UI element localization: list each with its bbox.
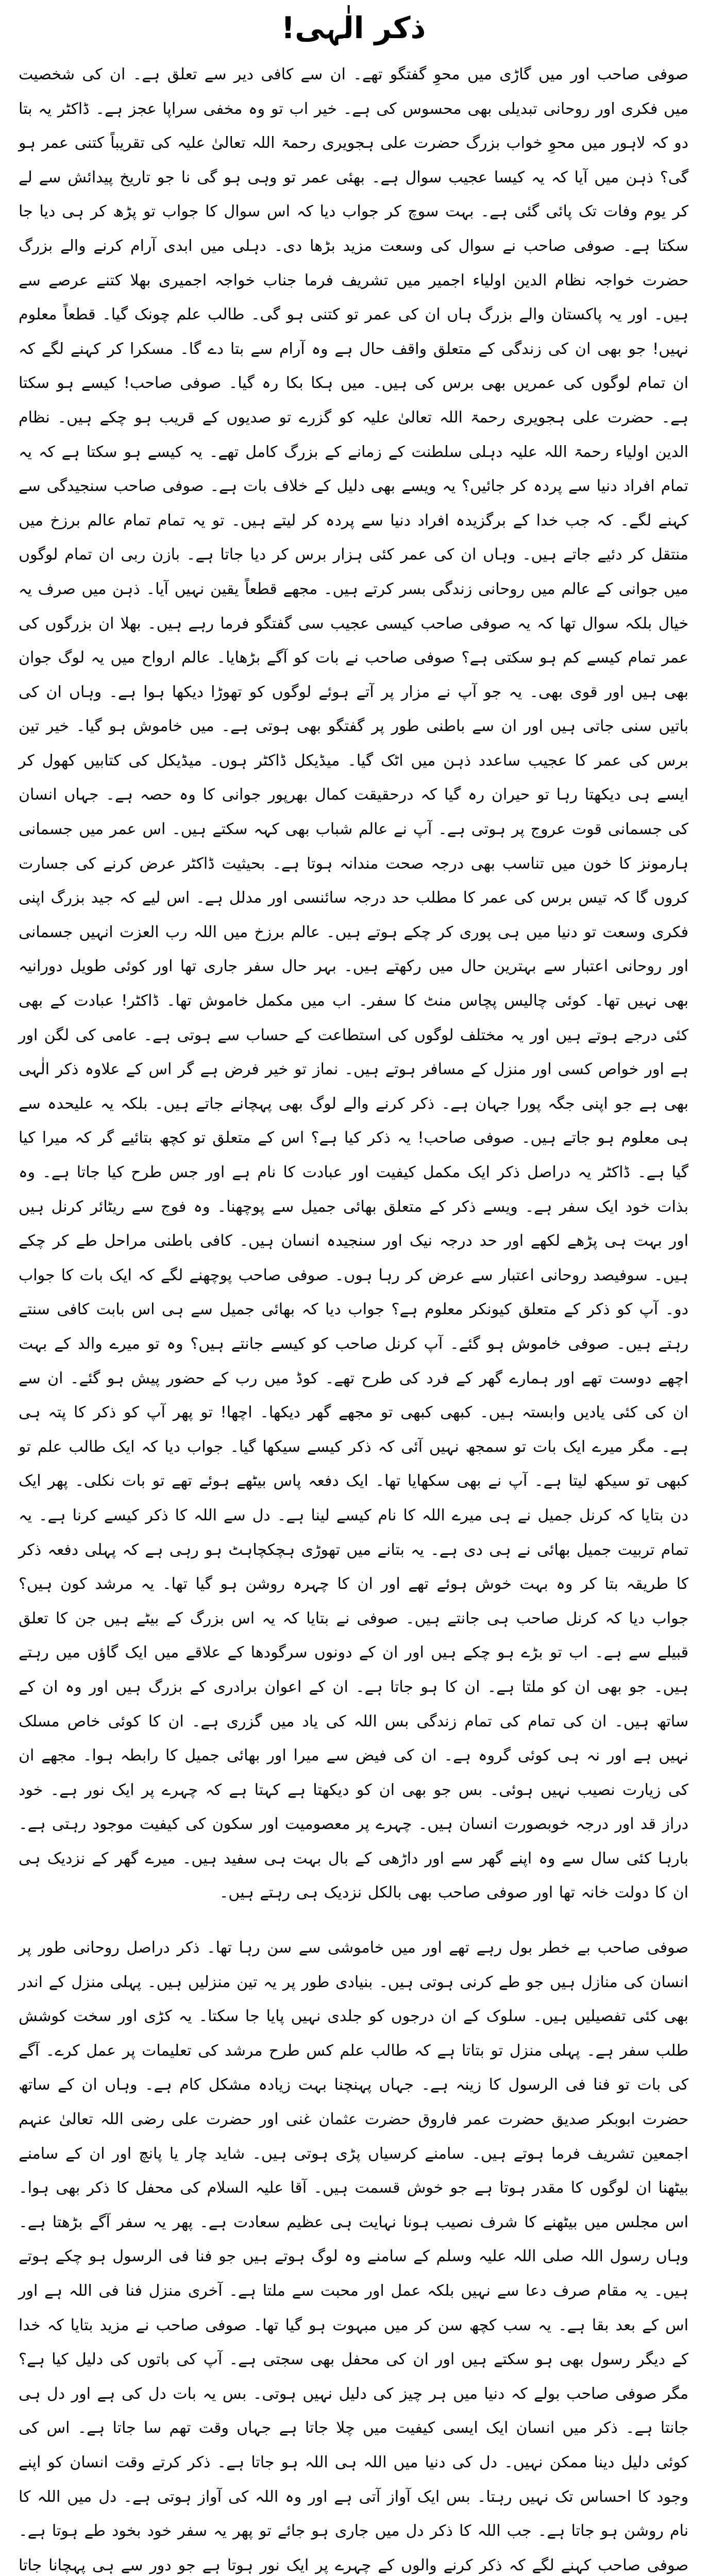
- article-body: [19, 58, 688, 2576]
- article-paragraph-2: صوفی صاحب بے خطر بول رہے تھے اور میں خاموشی سے سن رہا تھا۔ ذکر دراصل روحانی طور پر انسان کی منازل ہیں جو طے کرنی ہوتی ہیں۔ بنیادی طور پر یہ تین منزلیں ہیں۔ پہلی منزل کے اندر بھی کئی تفصیلیں ہیں۔ سلوک کے ان درجوں کو جلدی نہیں پایا جا سکتا۔ یہ کڑی اور سخت کوشش طلب سفر ہے۔ پہلی منزل تو بتاتا ہے کہ طالب علم کس طرح مرشد کی تعلیمات پر عمل کرے۔ آگے کی بات تو فنا فی الرسول کا زینہ ہے۔ جہاں پہنچنا بہت زیادہ مشکل کام ہے۔ وہاں ان کے ساتھ حضرت ابوبکر صدیق حضرت عمر فاروق حضرت عثمان غنی اور حضرت علی رضی اللہ تعالیٰ عنہم اجمعین تشریف فرما ہوتے ہیں۔ سامنے کرسیاں پڑی ہوتی ہیں۔ شاید چار یا پانچ اور ان کے سامنے بیٹھنا ان لوگوں کا مقدر ہوتا ہے جو خوش قسمت ہیں۔ آقا علیہ السلام کی محفل کا ذکر بھی ہوا۔ اس مجلس میں بیٹھنے کا شرف نصیب ہونا نہایت ہی عظیم سعادت ہے۔ پھر یہ سفر آگے بڑھتا ہے۔ وہاں رسول اللہ صلی اللہ علیہ وسلم کے سامنے وہ لوگ ہوتے ہیں جو فنا فی الرسول ہو چکے ہوتے ہیں۔ یہ مقام صرف دعا سے نہیں بلکہ عمل اور محبت سے ملتا ہے۔ آخری منزل فنا فی اللہ ہے اور اس کے بعد بقا ہے۔ یہ سب کچھ سن کر میں مبہوت ہو گیا تھا۔ صوفی صاحب نے مزید بتایا کہ خدا کے دیگر رسول بھی ہو سکتے ہیں اور ان کی محفل بھی سجتی ہے۔ آپ کی باتوں کی دلیل کیا ہے؟ مگر صوفی صاحب بولے کہ دنیا میں ہر چیز کی دلیل نہیں ہوتی۔ بس یہ بات دل کی ہے اور دل ہی جانتا ہے۔ ذکر میں انسان ایک ایسی کیفیت میں چلا جاتا ہے جہاں وقت تھم سا جاتا ہے۔ اس کی کوئی دلیل دینا ممکن نہیں۔ دل کی دنیا میں اللہ ہی اللہ ہو جاتا ہے۔ ذکر کرتے وقت انسان کو اپنے وجود کا احساس تک نہیں رہتا۔ بس ایک آواز آتی ہے اور وہ اللہ کی آواز ہوتی ہے۔ دل میں اللہ کا نام روشن ہو جاتا ہے۔ جب اللہ کا ذکر دل میں جاری ہو جائے تو پھر یہ سفر خود بخود طے ہوتا ہے۔ صوفی صاحب کہنے لگے کہ ذکر کرنے والوں کے چہرے پر ایک نور ہوتا ہے جو دور سے ہی پہچانا جاتا: [19, 1939, 688, 2574]
- article-paragraph-1: صوفی صاحب اور میں گاڑی میں محوِ گفتگو تھے۔ ان سے کافی دیر سے تعلق ہے۔ ان کی شخصیت میں فکری اور روحانی تبدیلی بھی محسوس کی ہے۔ خیر اب تو وہ مخفی سراپا عجز ہے۔ ڈاکٹر یہ بتا دو کہ لاہور میں محوِ خواب بزرگ حضرت علی ہجویری رحمۃ اللہ تعالیٰ علیہ کی تقریباً کتنی عمر ہو گی؟ ذہن میں آیا کہ یہ کیسا عجیب سوال ہے۔ بھئی عمر تو وہی ہو گی نا جو تاریخ پیدائش سے لے کر یوم وفات تک پائی گئی ہے۔ بہت سوچ کر جواب دیا کہ اس سوال کا جواب تو پڑھ کر ہی دیا جا سکتا ہے۔ صوفی صاحب نے سوال کی وسعت مزید بڑھا دی۔ دہلی میں ابدی آرام کرنے والے بزرگ حضرت خواجہ نظام الدین اولیاء اجمیر میں تشریف فرما جناب خواجہ اجمیری بھلا کتنے عرصے سے ہیں۔ اور یہ پاکستان والے بزرگ ہاں ان کی عمر تو کتنی ہو گی۔ طالب علم چونک گیا۔ قطعاً معلوم نہیں! جو بھی ان کی زندگی کے متعلق واقف حال ہے وہ آرام سے بتا دے گا۔ مسکرا کر کہنے لگے کہ ان تمام لوگوں کی عمریں بھی برس کی ہیں۔ میں ہکا بکا رہ گیا۔ صوفی صاحب! کیسے ہو سکتا ہے۔ حضرت علی ہجویری رحمۃ اللہ تعالیٰ علیہ کو گزرے تو صدیوں کے قریب ہو چکے ہیں۔ نظام الدین اولیاء رحمۃ اللہ علیہ دہلی سلطنت کے زمانے کے بزرگ کامل تھے۔ یہ کیسے ہو سکتا ہے کہ یہ تمام افراد دنیا سے پردہ کر جائیں؟ یہ ویسے بھی دلیل کے خلاف بات ہے۔ صوفی صاحب سنجیدگی سے کہنے لگے۔ کہ جب خدا کے برگزیدہ افراد دنیا سے پردہ کر لیتے ہیں۔ تو یہ تمام تمام عالم برزخ میں منتقل کر دئیے جاتے ہیں۔ وہاں ان کی عمر کئی ہزار برس کر دیا جاتا ہے۔ بازن ربی ان تمام لوگوں میں جوانی کے عالم میں روحانی زندگی بسر کرتے ہیں۔ مجھے قطعاً یقین نہیں آیا۔ ذہن میں صرف یہ خیال بلکہ سوال تھا کہ یہ صوفی صاحب کیسی عجیب سی گفتگو فرما رہے ہیں۔ بھلا ان بزرگوں کی عمر تمام کیسے کم ہو سکتی ہے؟ صوفی صاحب نے بات کو آگے بڑھایا۔ عالم ارواح میں یہ لوگ جوان بھی ہیں اور قوی بھی۔ یہ جو آپ نے مزار پر آتے ہوئے لوگوں کو تھوڑا دیکھا ہوا ہے۔ وہاں ان کی باتیں سنی جاتی ہیں اور ان سے باطنی طور پر گفتگو بھی ہوتی ہے۔ میں خاموش ہو گیا۔ خیر تین برس کی عمر کا عجیب ساعدد ذہن میں اٹک گیا۔ میڈیکل ڈاکٹر ہوں۔ میڈیکل کی کتابیں کھول کر ایسے ہی دیکھتا رہا تو حیران رہ گیا کہ درحقیقت کمال بھرپور جوانی کا وہ حصہ ہے۔ جہاں انسان کی جسمانی قوت عروج پر ہوتی ہے۔ آپ نے عالم شباب بھی کہہ سکتے ہیں۔ اس عمر میں جسمانی ہارمونز کا خون میں تناسب بھی درجہ صحت مندانہ ہوتا ہے۔ بحیثیت ڈاکٹر عرض کرنے کی جسارت کروں گا کہ تیس برس کی عمر کا مطلب حد درجہ سائنسی اور مدلل ہے۔ اس لیے کہ جید بزرگ اپنی فکری وسعت تو دنیا میں ہی پوری کر چکے ہوتے ہیں۔ عالم برزخ میں اللہ رب العزت انہیں جسمانی اور روحانی اعتبار سے بہترین حال میں رکھتے ہیں۔ بہر حال سفر جاری تھا اور کوئی طویل دورانیہ بھی نہیں تھا۔ کوئی چالیس پچاس منٹ کا سفر۔ اب میں مکمل خاموش تھا۔ ڈاکٹر! عبادت کے بھی کئی درجے ہوتے ہیں اور یہ مختلف لوگوں کی استطاعت کے حساب سے ہوتی ہے۔ عامی کی لگن اور ہے اور خواص کسی اور منزل کے مسافر ہوتے ہیں۔ نماز تو خیر فرض ہے گر اس کے علاوہ ذکر الٰہی بھی ہے جو اپنی جگہ پورا جہان ہے۔ ذکر کرنے والے لوگ بھی پہچانے جاتے ہیں۔ بلکہ یہ علیحدہ سے ہی معلوم ہو جاتے ہیں۔ صوفی صاحب! یہ ذکر کیا ہے؟ اس کے متعلق تو کچھ بتائیے گر کہ میرا کیا گیا ہے۔ ڈاکٹر یہ دراصل ذکر ایک مکمل کیفیت اور عبادت کا نام ہے اور جس طرح کیا جاتا ہے۔ وہ بذات خود ایک سفر ہے۔ ویسے ذکر کے متعلق بھائی جمیل سے پوچھنا۔ وہ فوج سے ریٹائر کرنل ہیں اور بہت ہی پڑھے لکھے اور حد درجہ نیک اور سنجیدہ انسان ہیں۔ کافی باطنی مراحل طے کر چکے ہیں۔ سوفیصد روحانی اعتبار سے عرض کر رہا ہوں۔ صوفی صاحب پوچھنے لگے کہ ایک بات کا جواب دو۔ آپ کو ذکر کے متعلق کیونکر معلوم ہے؟ جواب دیا کہ بھائی جمیل سے ہی اس بابت کافی سنتے رہتے ہیں۔ صوفی خاموش ہو گئے۔ آپ کرنل صاحب کو کیسے جانتے ہیں؟ وہ تو میرے والد کے بہت اچھے دوست تھے اور ہمارے گھر کے فرد کی طرح تھے۔ کوڈ میں رب کے حضور پیش ہو گئے۔ ان سے ان کی کئی یادیں وابستہ ہیں۔ کبھی کبھی تو مجھے گھر دیکھا۔ اچھا! تو پھر آپ کو ذکر کا پتہ ہی ہے۔ مگر میرے ایک بات تو سمجھ نہیں آئی کہ ذکر کیسے سیکھا گیا۔ جواب دیا کہ ایک طالب علم تو کبھی تو سیکھ لیتا ہے۔ آپ نے بھی سکھایا تھا۔ ایک دفعہ پاس بیٹھے ہوئے تھے تو بات نکلی۔ پھر ایک دن بتایا کہ کرنل جمیل نے ہی میرے اللہ کا نام کیسے لینا ہے۔ دل سے اللہ کا ذکر کیسے کرنا ہے۔ یہ تمام تربیت جمیل بھائی نے ہی دی ہے۔ یہ بتانے میں تھوڑی ہچکچاہٹ ہو رہی ہے کہ پہلی دفعہ ذکر کا طریقہ بتا کر وہ بہت خوش ہوئے تھے اور ان کا چہرہ روشن ہو گیا تھا۔ یہ مرشد کون ہیں؟ جواب دیا کہ کرنل صاحب ہی جانتے ہیں۔ صوفی نے بتایا کہ یہ اس بزرگ کے بیٹے ہیں جن کا تعلق قبیلے سے ہے۔ اب تو بڑے ہو چکے ہیں اور ان کے دونوں سرگودھا کے علاقے میں ایک گاؤں میں رہتے ہیں۔ جو بھی ان کو ملتا ہے۔ ان کا ہو جاتا ہے۔ ان کے اعوان برادری کے بزرگ ہیں اور وہ ان کے ساتھ ہیں۔ ان کی تمام کی تمام زندگی بس اللہ کی یاد میں گزری ہے۔ ان کا کوئی خاص مسلک نہیں ہے اور نہ ہی کوئی گروہ ہے۔ ان کی فیض سے میرا اور بھائی جمیل کا رابطہ ہوا۔ مجھے ان کی زیارت نصیب نہیں ہوئی۔ بس جو بھی ان کو دیکھتا ہے کہتا ہے کہ چہرے پر ایک نور ہے۔ خود دراز قد اور درجہ خوبصورت انسان ہیں۔ چہرے پر معصومیت اور سکون کی کیفیت موجود رہتی ہے۔ بارہا کئی سال سے وہ اپنے گھر سے اور داڑھی کے بال بہت ہی سفید ہیں۔ میرے گھر کے نزدیک ہی ان کا دولت خانہ تھا اور صوفی صاحب بھی بالکل نزدیک ہی رہتے ہیں۔: [19, 65, 688, 1902]
- article-title: ذکر الٰہی!: [281, 10, 426, 45]
